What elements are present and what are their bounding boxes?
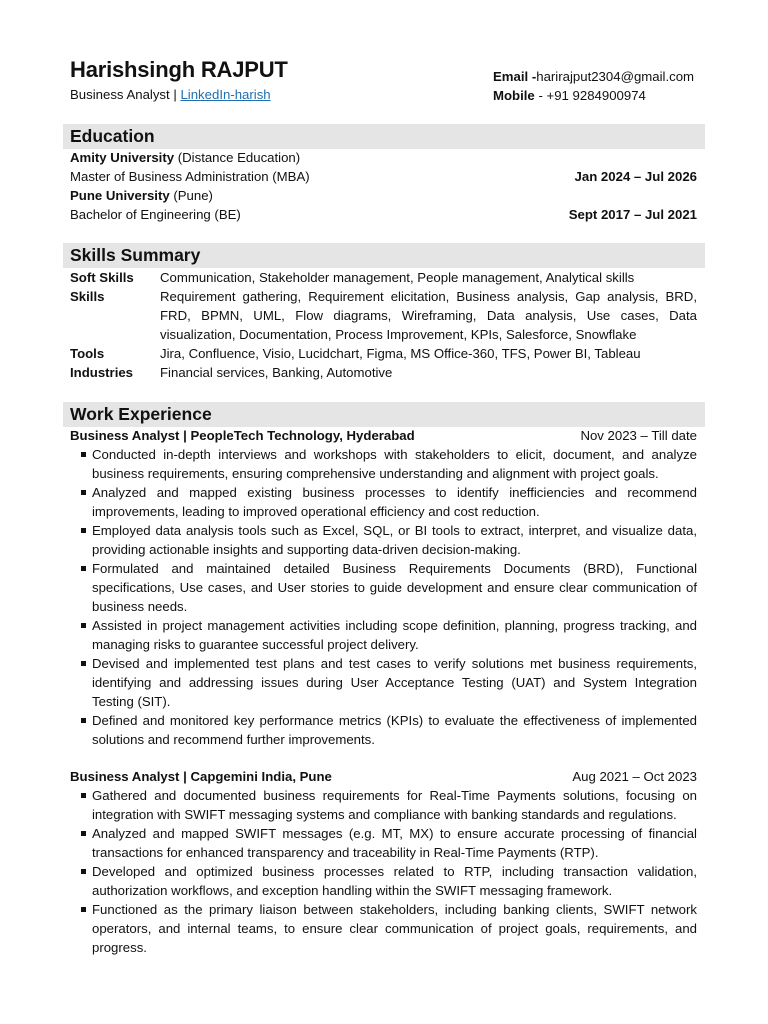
job-bullet: Defined and monitored key performance metrics (KPIs) to evaluate the effectiveness of implemented solutions and recommend further improvements.	[70, 711, 697, 749]
degree-dates: Sept 2017 – Jul 2021	[568, 207, 697, 222]
job-header	[70, 767, 697, 786]
education-section	[70, 148, 697, 224]
mobile-value: - +91 9284900974	[538, 88, 646, 103]
degree-name: Bachelor of Engineering (BE)	[70, 207, 241, 222]
education-school-2	[70, 186, 697, 205]
education-degree-1	[70, 167, 697, 186]
skill-row	[70, 287, 697, 344]
skill-row	[70, 268, 697, 287]
job-bullet: Analyzed and mapped existing business processes to identify inefficiencies and recommend improvements, leading to improved operational efficiency and cost reduction.	[70, 483, 697, 521]
school-note: (Distance Education)	[177, 150, 301, 165]
mobile-label: Mobile	[493, 88, 535, 103]
skill-value: Jira, Confluence, Visio, Lucidchart, Figma, MS Office-360, TFS, Power BI, Tableau	[160, 346, 641, 361]
resume-header	[70, 57, 698, 107]
job-dates: Nov 2023 – Till date	[580, 428, 697, 443]
education-degree-2	[70, 205, 697, 224]
job-bullet: Gathered and documented business requirements for Real-Time Payments solutions, focusing on integration with SWIFT messaging systems and compliance with banking standards and regulations.	[70, 786, 697, 824]
experience-heading: Work Experience	[63, 402, 705, 427]
degree-name: Master of Business Administration (MBA)	[70, 169, 310, 184]
experience-section-2	[70, 767, 697, 957]
job-bullet: Conducted in-depth interviews and workshops with stakeholders to elicit, document, and analyze business requirements, ensuring comprehensive understanding and alignment with project goals.	[70, 445, 697, 483]
candidate-name: Harishsingh RAJPUT	[70, 57, 288, 82]
job-bullet: Assisted in project management activities including scope definition, planning, progress tracking, and managing risks to guarantee successful project delivery.	[70, 616, 697, 654]
job-bullet: Analyzed and mapped SWIFT messages (e.g. MT, MX) to ensure accurate processing of financial transactions for enhanced transparency and traceability in Real-Time Payments (RTP).	[70, 824, 697, 862]
job-bullet: Formulated and maintained detailed Business Requirements Documents (BRD), Functional specifications, Use cases, and User stories to guide development and ensure clear communication of business needs.	[70, 559, 697, 616]
degree-dates: Jan 2024 – Jul 2026	[574, 169, 697, 184]
contact-info	[493, 67, 694, 105]
skills-section	[70, 268, 697, 382]
email-line	[493, 67, 694, 86]
job-bullets	[70, 786, 697, 957]
skill-key: Skills	[70, 289, 105, 304]
job-title: Business Analyst | Capgemini India, Pune	[70, 769, 332, 784]
school-note: (Pune)	[173, 188, 213, 203]
job-bullet: Functioned as the primary liaison between stakeholders, including banking clients, SWIFT network operators, and internal teams, to ensure clear communication of project goals, requirements, and progress.	[70, 900, 697, 957]
linkedin-link[interactable]: LinkedIn-harish	[180, 87, 271, 102]
education-school-1	[70, 148, 697, 167]
job-bullet: Devised and implemented test plans and test cases to verify solutions met business requirements, identifying and addressing issues during User Acceptance Testing (UAT) and System Integration Testing (SIT).	[70, 654, 697, 711]
skill-value: Requirement gathering, Requirement elicitation, Business analysis, Gap analysis, BRD, FRD, BPMN, UML, Flow diagrams, Wireframing, Data analysis, Use cases, Data visualization, Documentation, Process Improvement, KPIs, Salesforce, Snowflake	[160, 289, 697, 342]
skill-value: Financial services, Banking, Automotive	[160, 365, 393, 380]
mobile-line	[493, 86, 694, 105]
skill-key: Industries	[70, 365, 134, 380]
job-bullet: Employed data analysis tools such as Excel, SQL, or BI tools to extract, interpret, and visualize data, providing actionable insights and supporting data-driven decision-making.	[70, 521, 697, 559]
school-name: Pune University	[70, 188, 170, 203]
skill-value: Communication, Stakeholder management, People management, Analytical skills	[160, 270, 635, 285]
skill-row	[70, 363, 697, 382]
job-header	[70, 426, 697, 445]
skill-key: Tools	[70, 346, 105, 361]
skill-row	[70, 344, 697, 363]
role-text: Business Analyst |	[70, 87, 177, 102]
email-label: Email -	[493, 69, 537, 84]
job-bullets	[70, 445, 697, 749]
experience-section	[70, 426, 697, 749]
skill-key: Soft Skills	[70, 270, 134, 285]
job-dates: Aug 2021 – Oct 2023	[572, 769, 697, 784]
job-title: Business Analyst | PeopleTech Technology, Hyderabad	[70, 428, 415, 443]
email-value: harirajput2304@gmail.com	[536, 69, 695, 84]
skills-heading: Skills Summary	[63, 243, 705, 268]
job-bullet: Developed and optimized business processes related to RTP, including transaction validation, authorization workflows, and exception handling within the SWIFT messaging framework.	[70, 862, 697, 900]
education-heading: Education	[63, 124, 705, 149]
school-name: Amity University	[70, 150, 175, 165]
